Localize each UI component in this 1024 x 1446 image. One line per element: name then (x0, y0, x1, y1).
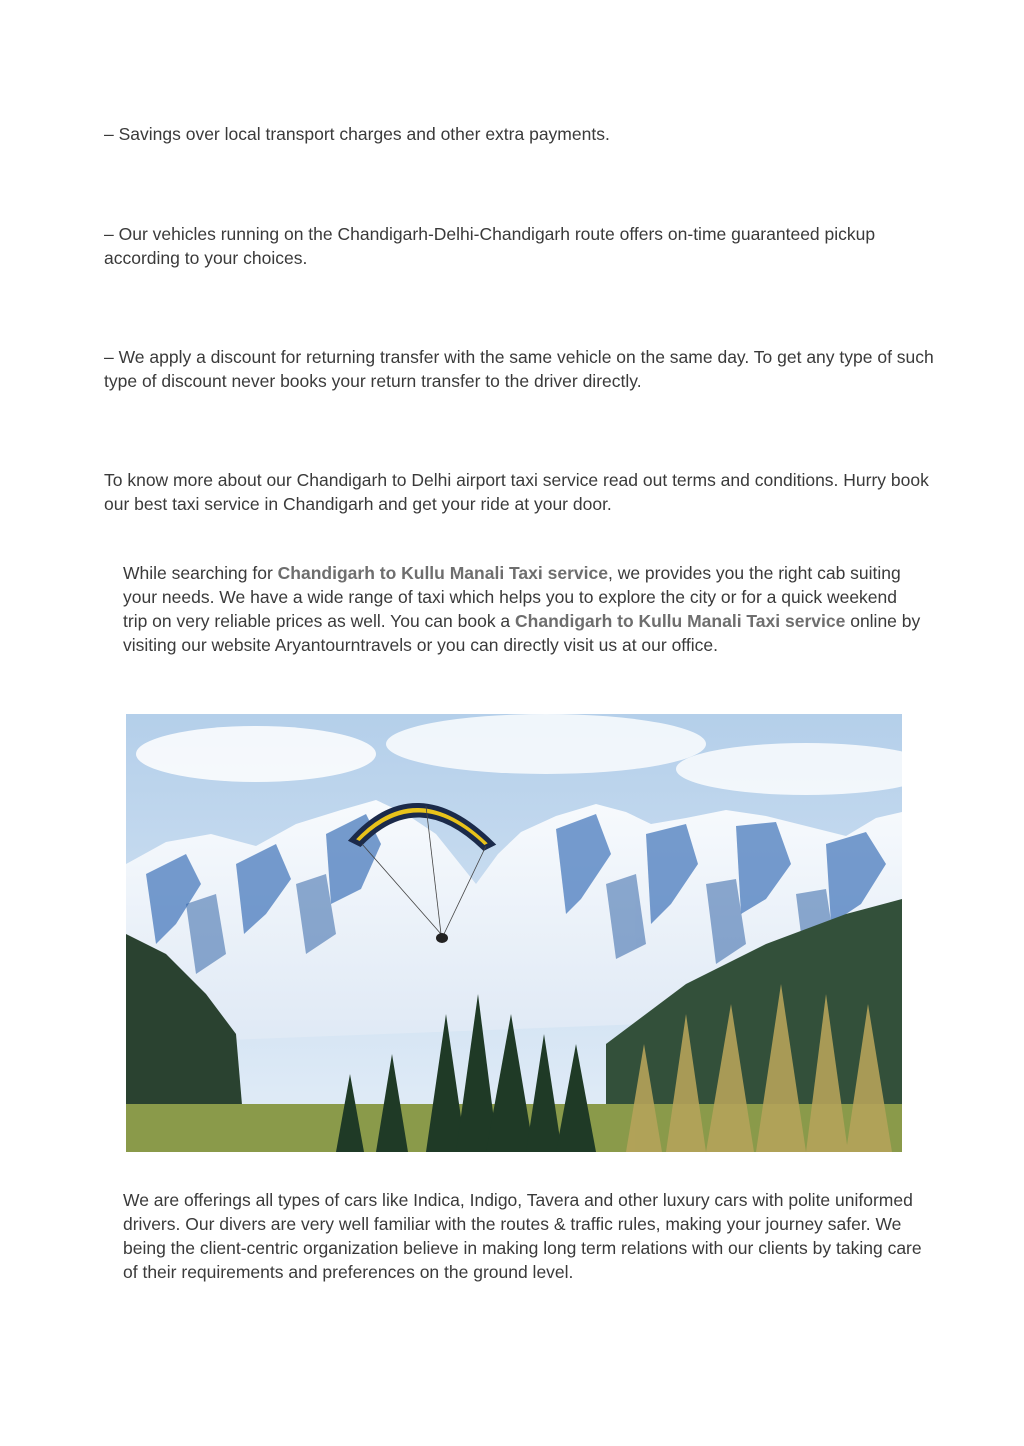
paraglider-pilot (436, 933, 448, 943)
kullu-text-2: , we provides you the right cab suiting your needs. We have a wide range of taxi which helps you to explore the city or for a quick weekend trip on very reliable prices as well. You can book a (123, 563, 901, 631)
bullet-savings: – Savings over local transport charges and other extra payments. (104, 124, 610, 144)
kullu-paragraph (123, 561, 923, 657)
cars-paragraph: We are offerings all types of cars like Indica, Indigo, Tavera and other luxury cars with polite uniformed drivers. Our divers are very well familiar with the routes & traffic rules, making your journey safer. We being the client-centric organization believe in making long term relations with our clients by taking care of their requirements and preferences on the ground level. (123, 1190, 922, 1282)
kullu-text-3: online by visiting our website Aryantourntravels or you can directly visit us at our office. (123, 611, 921, 655)
kullu-text-1: While searching for (123, 563, 278, 583)
kullu-taxi-link[interactable]: Chandigarh to Kullu Manali Taxi service (277, 563, 608, 583)
cloud (386, 714, 706, 774)
bullet-pickup: – Our vehicles running on the Chandigarh-Delhi-Chandigarh route offers on-time guaranteed pickup according to your choices. (104, 224, 876, 268)
kullu-taxi-link-2[interactable]: Chandigarh to Kullu Manali Taxi service (515, 611, 846, 631)
bullet-discount: – We apply a discount for returning transfer with the same vehicle on the same day. To get any type of such type of discount never books your return transfer to the driver directly. (104, 347, 934, 391)
terms-paragraph: To know more about our Chandigarh to Delhi airport taxi service read out terms and conditions. Hurry book our best taxi service in Chandigarh and get your ride at your door. (104, 470, 929, 514)
mountain-paragliding-photo (126, 714, 902, 1152)
cloud (136, 726, 376, 782)
